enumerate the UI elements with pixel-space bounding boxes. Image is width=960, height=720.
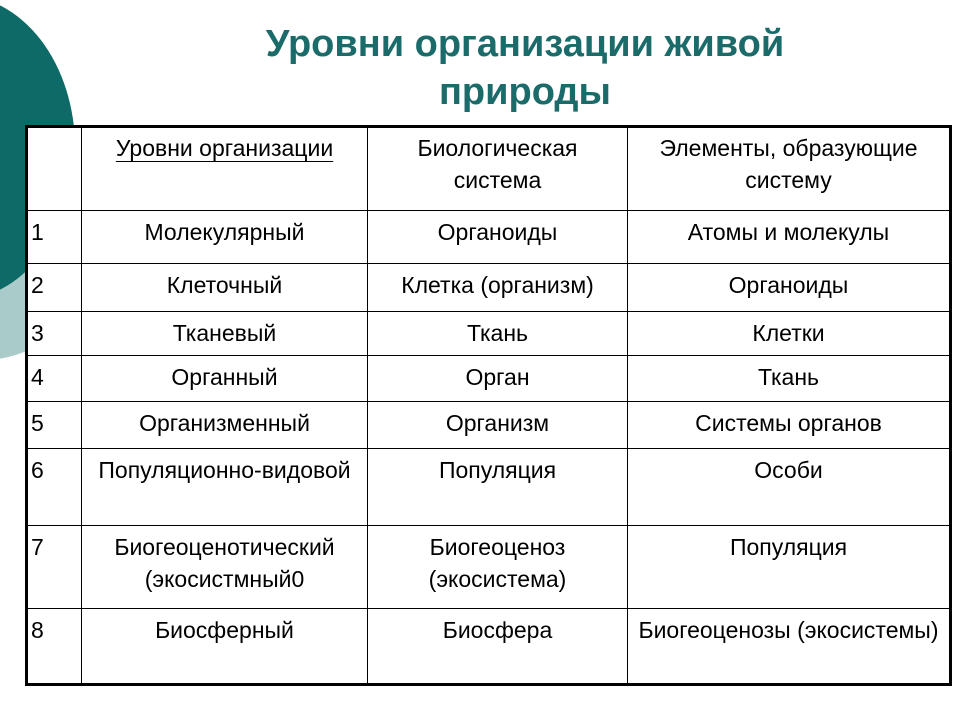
elements-cell: Особи	[628, 449, 951, 526]
level-cell: Органный	[82, 356, 368, 402]
level-cell: Клеточный	[82, 264, 368, 312]
row-number: 2	[27, 264, 82, 312]
table-row	[27, 402, 951, 449]
elements-cell: Ткань	[628, 356, 951, 402]
header-elements: Элементы, образующие систему	[628, 127, 951, 211]
header-level-label: Уровни организации	[115, 135, 334, 161]
table-row	[27, 526, 951, 609]
row-number: 1	[27, 211, 82, 264]
table-row	[27, 211, 951, 264]
table-row	[27, 609, 951, 685]
row-number: 6	[27, 449, 82, 526]
table-header-row	[27, 127, 951, 211]
slide-title: Уровни организации живой природы	[265, 23, 785, 113]
level-cell: Биогеоценотический (экосистмный0	[82, 526, 368, 609]
level-cell: Биосферный	[82, 609, 368, 685]
row-number: 8	[27, 609, 82, 685]
elements-cell: Органоиды	[628, 264, 951, 312]
elements-cell: Атомы и молекулы	[628, 211, 951, 264]
level-cell: Популяционно-видовой	[82, 449, 368, 526]
header-num	[27, 127, 82, 211]
system-cell: Организм	[368, 402, 628, 449]
system-cell: Орган	[368, 356, 628, 402]
row-number: 7	[27, 526, 82, 609]
system-cell: Органоиды	[368, 211, 628, 264]
row-number: 5	[27, 402, 82, 449]
levels-table	[25, 125, 952, 686]
row-number: 3	[27, 312, 82, 356]
system-cell: Клетка (организм)	[368, 264, 628, 312]
elements-cell: Популяция	[628, 526, 951, 609]
elements-cell: Клетки	[628, 312, 951, 356]
table-row	[27, 449, 951, 526]
system-cell: Биогеоценоз (экосистема)	[368, 526, 628, 609]
row-number: 4	[27, 356, 82, 402]
table-row	[27, 356, 951, 402]
table-row	[27, 312, 951, 356]
level-cell: Молекулярный	[82, 211, 368, 264]
header-system: Биологическая система	[368, 127, 628, 211]
system-cell: Биосфера	[368, 609, 628, 685]
level-cell: Организменный	[82, 402, 368, 449]
system-cell: Ткань	[368, 312, 628, 356]
header-level	[82, 127, 368, 211]
elements-cell: Системы органов	[628, 402, 951, 449]
elements-cell: Биогеоценозы (экосистемы)	[628, 609, 951, 685]
table-row	[27, 264, 951, 312]
level-cell: Тканевый	[82, 312, 368, 356]
system-cell: Популяция	[368, 449, 628, 526]
